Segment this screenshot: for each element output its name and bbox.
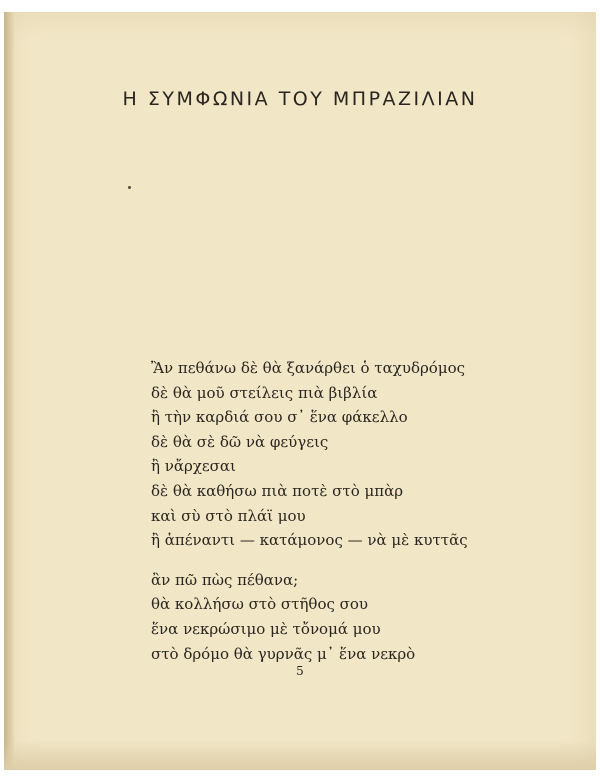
poem-line: δὲ θὰ σὲ δῶ νὰ φεύγεις: [151, 432, 329, 451]
poem-line: ἢ νἄρχεσαι: [151, 457, 236, 476]
poem-body: [151, 356, 468, 681]
poem-line: ἢ τὴν καρδιά σου σ᾽ ἕνα φάκελλο: [151, 408, 408, 427]
poem-line: καὶ σὺ στὸ πλάϊ μου: [151, 506, 306, 525]
page-number: 5: [296, 664, 304, 678]
poem-line: στὸ δρόμο θὰ γυρνᾶς μ᾽ ἕνα νεκρὸ: [151, 644, 416, 663]
ink-speck: [128, 186, 131, 189]
poem-line: θὰ κολλήσω στὸ στῆθος σου: [151, 595, 369, 614]
poem-line: ἕνα νεκρώσιμο μὲ τὄνομά μου: [151, 619, 381, 638]
stanza-1: [151, 356, 468, 553]
poem-line: ἢ ἀπέναντι — κατάμονος — νὰ μὲ κυττᾶς: [151, 531, 468, 550]
page-binding-edge: [4, 12, 14, 770]
poem-line: Ἂν πεθάνω δὲ θὰ ξανάρθει ὁ ταχυδρόμος: [151, 359, 466, 377]
page-bottom-edge: [4, 740, 596, 770]
poem-line: δὲ θὰ μοῦ στείλεις πιὰ βιβλία: [151, 383, 378, 402]
poem-title: Η ΣΥΜΦΩΝΙΑ ΤΟΥ ΜΠΡΑΖΙΛΙΑΝ: [122, 88, 478, 110]
poem-line: δὲ θὰ καθήσω πιὰ ποτὲ στὸ μπὰρ: [151, 481, 404, 500]
poem-line: ἂν πῶ πὼς πέθανα;: [151, 570, 299, 589]
stanza-2: [151, 568, 468, 666]
